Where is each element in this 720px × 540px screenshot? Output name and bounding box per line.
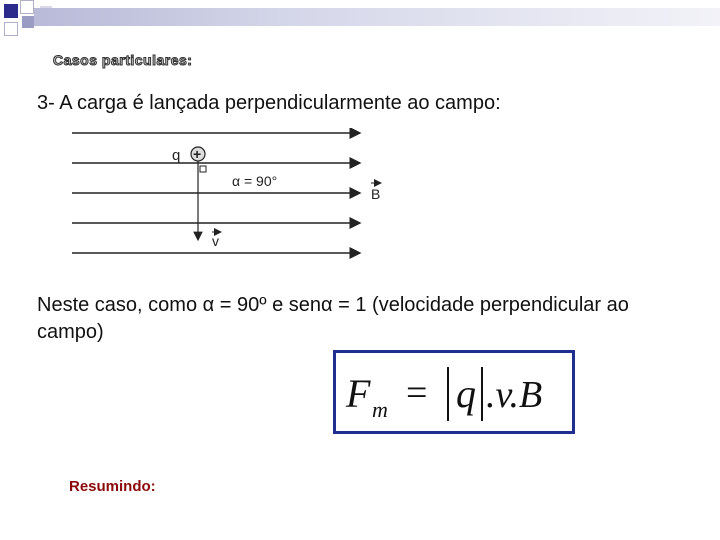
angle-label: α = 90° [232, 173, 278, 189]
formula-charge: q [456, 371, 476, 416]
section-subtitle: Casos particulares: [53, 52, 193, 68]
formula-force-subscript: m [372, 397, 388, 422]
charge-sign: + [193, 146, 202, 162]
summary-label: Resumindo: [69, 478, 156, 495]
header-gradient-bar [34, 8, 720, 26]
formula-force-symbol: F [346, 371, 371, 416]
charge-label: q [172, 147, 181, 164]
formula-rest: .v.B [486, 374, 543, 416]
field-label: B [371, 186, 381, 202]
velocity-label: v [212, 233, 219, 249]
explanation-text: Neste caso, como α = 90º e senα = 1 (velocidade perpendicular ao campo) [37, 294, 629, 343]
formula-box [333, 350, 575, 434]
force-formula [336, 353, 572, 431]
formula-equals: = [406, 372, 428, 414]
magnetic-field-diagram [70, 128, 390, 268]
right-angle-marker [200, 166, 206, 172]
slide-heading: 3- A carga é lançada perpendicularmente ao campo: [37, 92, 501, 114]
